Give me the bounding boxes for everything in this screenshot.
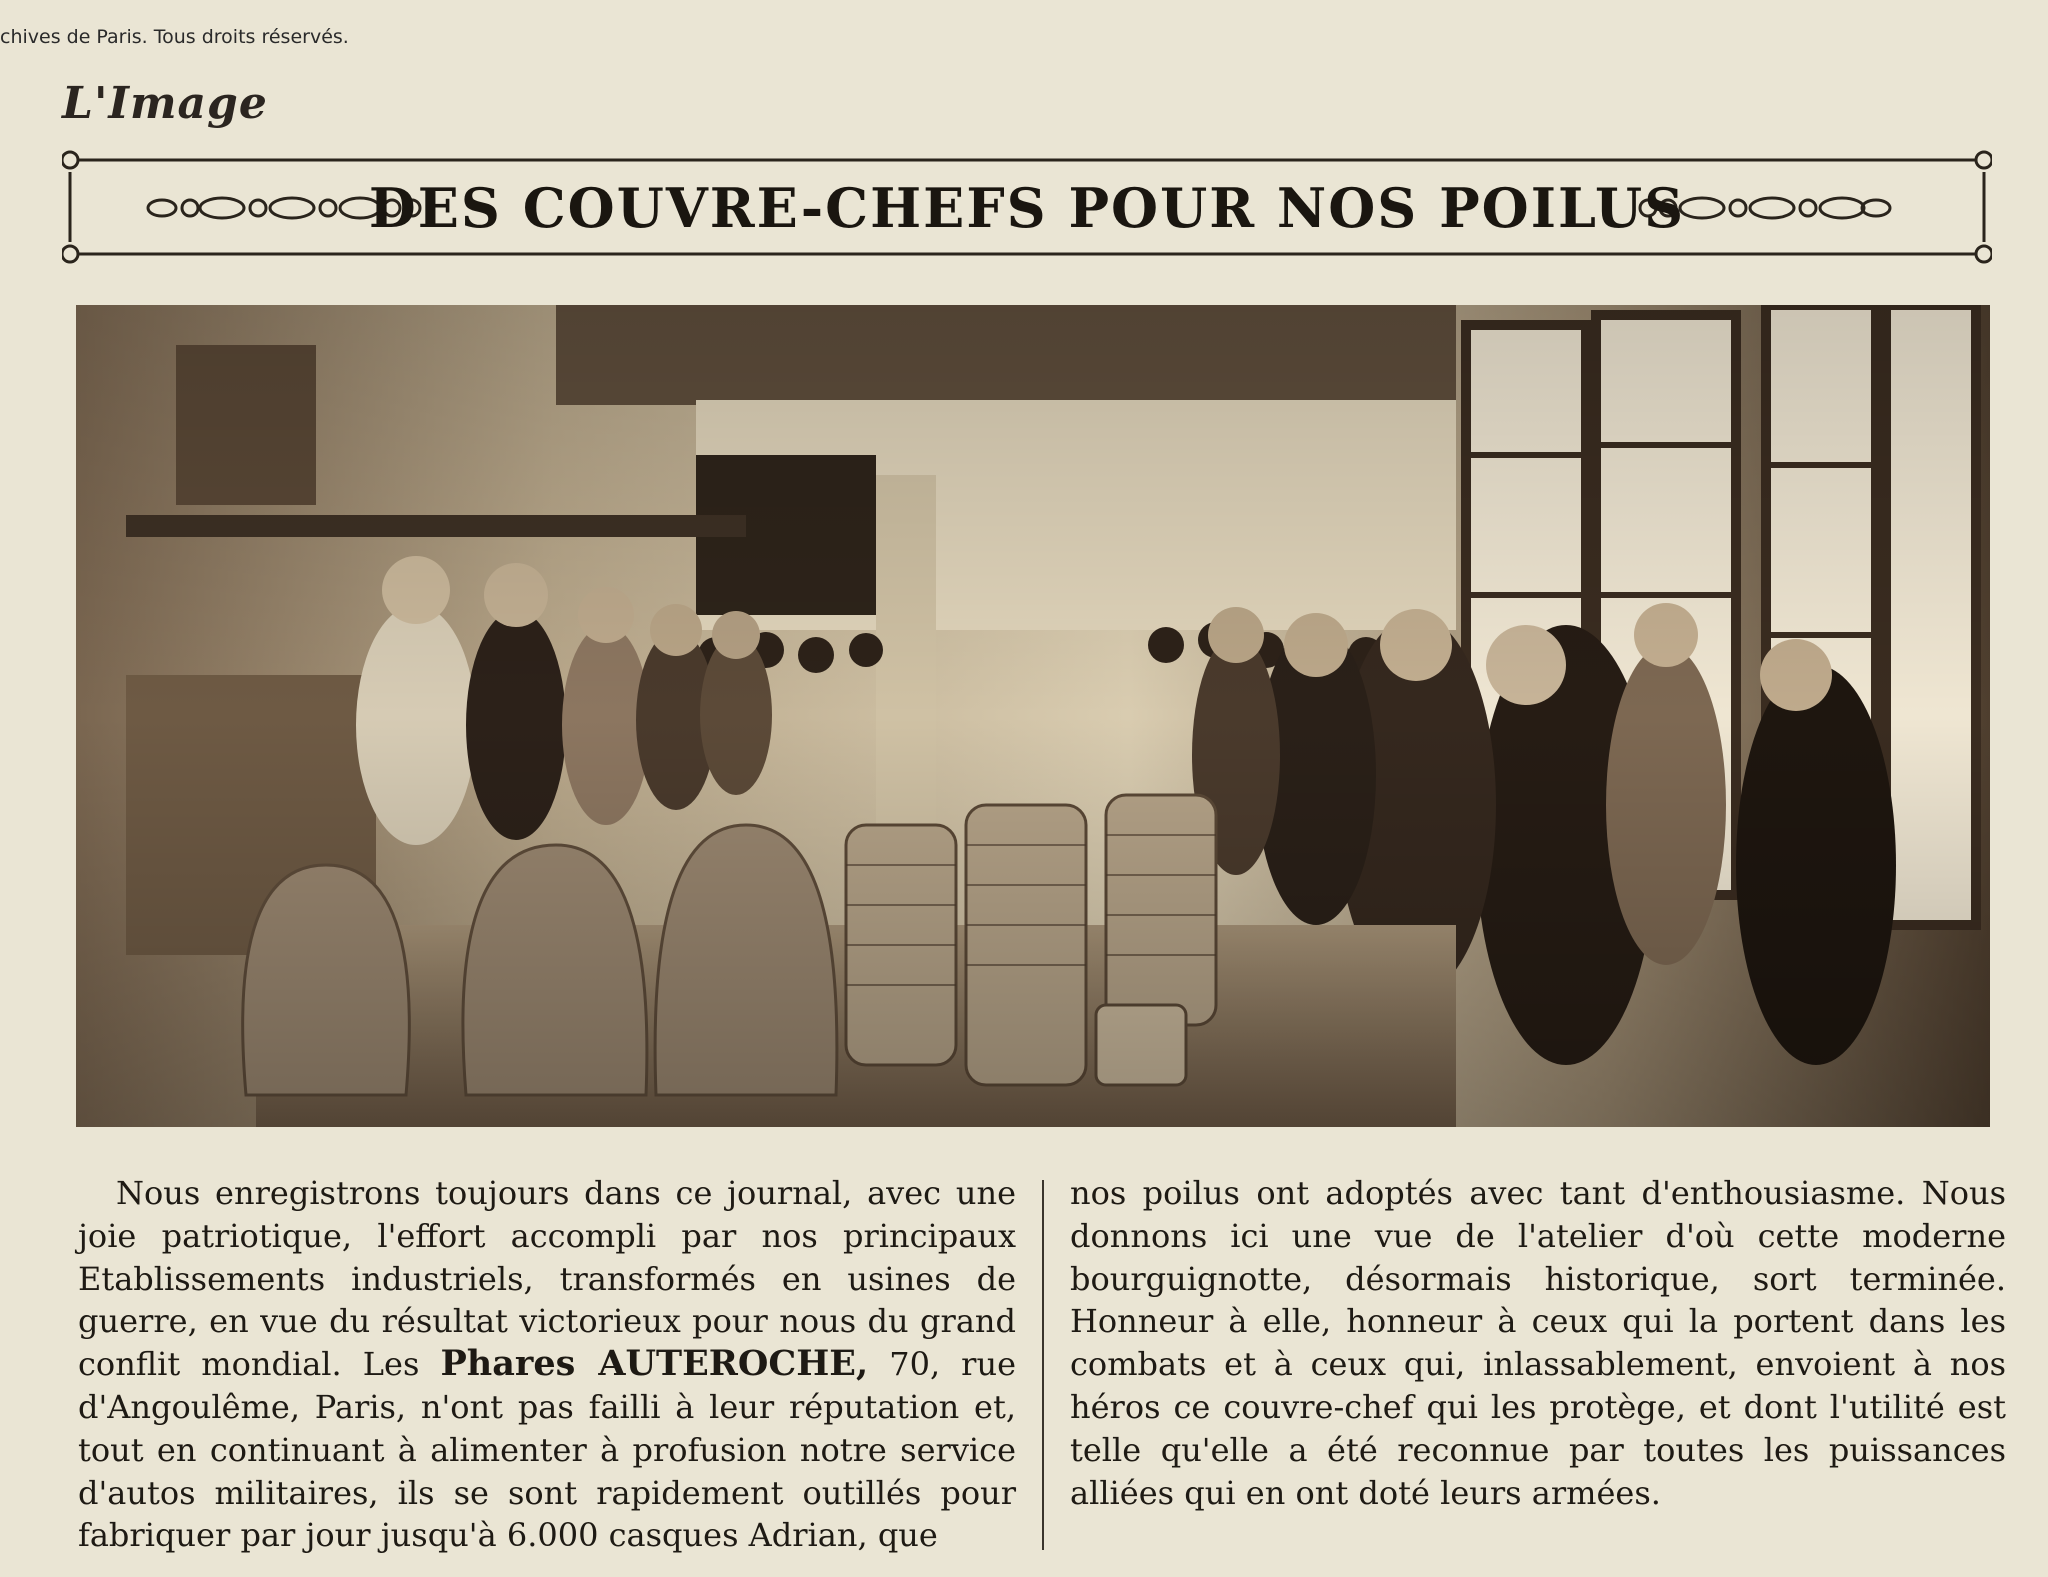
title-banner	[62, 146, 1992, 276]
column-divider	[1042, 1180, 1044, 1550]
advertiser-name: Phares AUTEROCHE,	[440, 1343, 869, 1385]
article-text-left-part1: Nous enregistrons toujours dans ce journal, avec une joie patriotique, l'effort accompli par nos principaux Etablissements industriels, transformés en usines de guerre, en vue du résultat victorieux pour nous du grand conflit mondial. Les	[78, 1174, 1016, 1384]
masthead-logo: L'Image	[62, 78, 268, 129]
article-column-right: nos poilus ont adoptés avec tant d'enthousiasme. Nous donnons ici une vue de l'atelier d'où cette moderne bourguignotte, désormais historique, sort terminée. Honneur à elle, honneur à ceux qui la portent dans les combats et à ceux qui, inlassablement, envoient à nos héros ce couvre-chef qui les protège, et dont l'utilité est telle qu'elle a été reconnue par toutes les puissances alliées qui en ont doté leurs armées.	[1070, 1174, 2006, 1512]
article-title: DES COUVRE-CHEFS POUR NOS POILUS	[368, 176, 1686, 240]
workshop-photograph	[76, 305, 1990, 1127]
article-text-left-part2: 70, rue d'Angoulême, Paris, n'ont pas failli à leur réputation et, tout en continuant à alimenter à profusion notre service d'autos militaires, ils se sont rapidement outillés pour fabriquer par jour jusqu'à 6.000 casques Adrian, que	[78, 1345, 1017, 1555]
archive-watermark: chives de Paris. Tous droits réservés.	[0, 26, 349, 48]
workshop-photo-illustration	[76, 305, 1990, 1127]
article-column-left	[78, 1172, 1016, 1557]
